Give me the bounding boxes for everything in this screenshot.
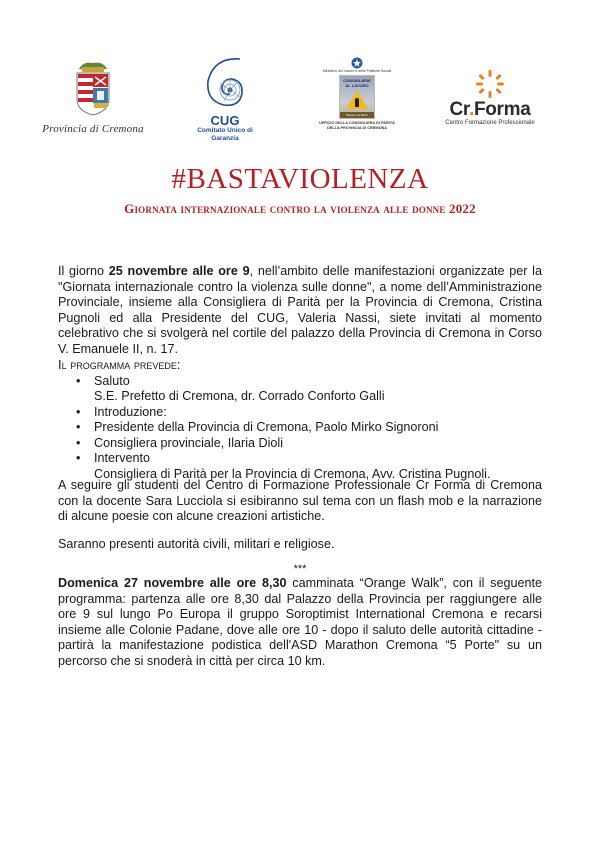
intro-post: , nell’ambito delle manifestazioni organizzate per la "Giornata internazionale contro la violenza sulle donne", a nome dell’Amministrazione Provinciale, insieme alla Consigliera di Parità per la Provincia di Cremona, Cristina Pugnoli ed alla Presidente del CUG, Valeria Nassi, siete invitati al momento celebrativo che si svolgerà nel cortile del palazzo della Provincia di Cremona in Corso V. Emanuele II, n. 17. <box>58 264 542 356</box>
bullet-icon: • <box>76 435 81 450</box>
ministry-name: Ministero del Lavoro e delle Politiche Sociali <box>322 69 392 73</box>
consigliera-logo <box>312 57 402 131</box>
cug-title: CUG <box>210 113 240 128</box>
coat-of-arms-icon <box>73 59 113 117</box>
cug-line1: Comitato Unico di <box>197 127 253 134</box>
walk-text: camminata “Orange Walk”, con il seguente programma: partenza alle ore 8,30 dal Palazzo della Provincia per raggiungere alle ore 9 sul lungo Po Europa il gruppo Soroptimist International Cremona e recarsi insieme alle Colonie Padane, dove alle ore 10 - dopo il saluto delle autorità cittadine - partirà la manifestazione podistica dell'ASD Marathon Cremona “5 Porte" su un percorso che si snoderà in città per circa 10 km. <box>58 576 543 668</box>
poster-title-2: AL LAVORO <box>345 82 369 88</box>
crforma-sub: Centro Formazione Professionale <box>445 120 535 126</box>
program-item-text: Saluto <box>94 373 130 388</box>
sunburst-icon <box>475 69 505 99</box>
program-item <box>58 436 542 452</box>
bullet-icon: • <box>76 373 81 388</box>
walk-date: Domenica 27 novembre alle ore 8,30 <box>58 576 287 590</box>
logo-bar <box>0 55 600 155</box>
students-text: A seguire gli studenti del Centro di Formazione Professionale Cr Forma di Cremona con la docente Sara Lucciola si esibiranno sul tema con un flash mob e la narrazione di alcune poesie con alcune creazioni artistiche. <box>58 478 542 523</box>
walk-paragraph <box>58 576 542 669</box>
person-icon <box>355 98 359 107</box>
intro-date: 25 novembre alle ore 9 <box>108 264 250 278</box>
separator: *** <box>293 563 307 575</box>
crforma-dot: . <box>468 99 474 120</box>
cug-line2: Garanzia <box>211 135 239 142</box>
page-title: #BASTAVIOLENZA <box>171 163 429 195</box>
ministry-emblem-icon <box>351 57 363 69</box>
consigliera-caption-1: UFFICIO DELLA CONSIGLIERA DI PARITÀ <box>319 121 395 125</box>
authorities-text: Saranno presenti autorità civili, militari e religiose. <box>58 537 335 551</box>
intro-paragraph <box>58 264 542 357</box>
authorities-paragraph <box>58 537 542 553</box>
program-list <box>58 374 542 483</box>
program-section <box>58 357 542 482</box>
program-item-text: Intervento <box>94 451 151 465</box>
program-item-detail: Consigliera di Parità per la Provincia di Cremona, Avv. Cristina Pugnoli. <box>94 466 491 481</box>
program-item-text: Consigliera provinciale, Ilaria Dioli <box>94 435 283 450</box>
program-item <box>58 374 542 405</box>
crforma-name <box>440 101 540 119</box>
nautilus-spiral-icon <box>200 55 250 113</box>
poster-image <box>339 75 375 119</box>
program-item-text: Presidente della Provincia di Cremona, Paolo Mirko Signoroni <box>94 420 439 434</box>
students-paragraph <box>58 478 542 525</box>
provincia-logo <box>38 59 148 135</box>
program-item-detail: S.E. Prefetto di Cremona, dr. Corrado Conforto Galli <box>94 389 385 403</box>
crforma-logo <box>440 69 540 127</box>
page-subtitle: Giornata internazionale contro la violenza alle donne 2022 <box>124 201 476 216</box>
crforma-name-b: Forma <box>473 99 531 120</box>
bullet-icon: • <box>76 451 81 465</box>
program-item-text: Introduzione: <box>94 404 167 419</box>
poster-band: Women at Work <box>340 112 374 118</box>
program-heading: Il programma prevede: <box>58 357 181 372</box>
consigliera-caption-2: DELLA PROVINCIA DI CREMONA <box>326 126 388 130</box>
poster-title-1: CONSIGLIERE <box>343 78 371 83</box>
cug-logo <box>188 55 262 143</box>
provincia-caption: Provincia di Cremona <box>42 123 144 135</box>
program-item <box>58 420 542 436</box>
bullet-icon: • <box>76 404 81 419</box>
intro-pre: Il giorno <box>58 264 109 278</box>
crforma-name-a: Cr <box>449 99 469 120</box>
program-item <box>58 405 542 421</box>
bullet-icon: • <box>76 420 81 434</box>
